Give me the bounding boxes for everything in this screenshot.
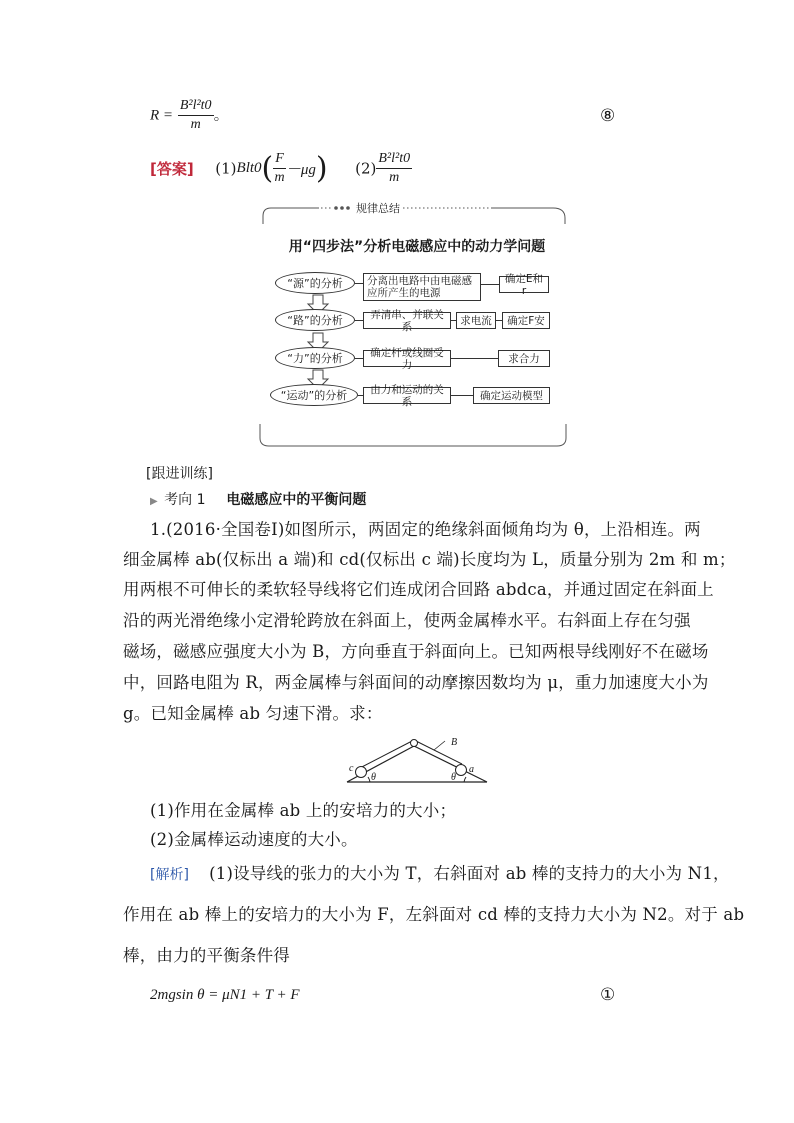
answer-part1-prefix: (1)	[215, 159, 237, 178]
step-circuit-box-3: 确定F安	[502, 312, 550, 329]
analysis-text-1: (1)设导线的张力的大小为 T，右斜面对 ab 棒的支持力的大小为 N1，	[209, 864, 730, 883]
formula-r	[150, 97, 229, 134]
question-1: (1)作用在金属棒 ab 上的安培力的大小；	[150, 801, 457, 820]
formula-r-tail: 。	[213, 105, 229, 124]
formula-r-num: B²l²t0	[178, 97, 214, 116]
problem-line-3: 用两根不可伸长的柔软轻导线将它们连成闭合回路 abdca，并通过固定在斜面上	[123, 580, 714, 599]
step-source-box-2: 确定E和r	[499, 276, 549, 293]
problem-line-5: 磁场，磁感应强度大小为 B，方向垂直于斜面向上。已知两根导线刚好不在磁场	[123, 642, 709, 661]
figure-label-theta-right: θ	[451, 772, 456, 783]
incline-figure	[342, 732, 492, 787]
equation-number-1: ①	[600, 985, 616, 1005]
triangle-icon: ▶	[150, 496, 158, 507]
step-circuit-label: “路”的分析	[275, 309, 355, 331]
step-source-box-1: 分离出电路中由电磁感应所产生的电源	[363, 273, 481, 301]
equation-number-8: ⑧	[600, 106, 616, 126]
answer-part1-fraction	[273, 150, 286, 187]
answer-part2-prefix: (2)	[355, 159, 377, 178]
summary-title: 用“四步法”分析电磁感应中的动力学问题	[288, 239, 546, 255]
topic-label: 考向 1	[164, 492, 206, 508]
question-2: (2)金属棒运动速度的大小。	[150, 830, 358, 849]
step-circuit-box-1: 弄清串、并联关系	[363, 312, 451, 329]
formula-r-den: m	[190, 117, 201, 132]
analysis-label: [解析]	[150, 867, 189, 883]
topic-line	[150, 489, 366, 509]
problem-line-2: 细金属棒 ab(仅标出 a 端)和 cd(仅标出 c 端)长度均为 L，质量分别为 2m 和 m；	[123, 550, 736, 569]
step-motion-box-2: 确定运动模型	[473, 387, 550, 404]
step-source-label: “源”的分析	[275, 272, 355, 294]
summary-tag: 规律总结	[353, 200, 403, 216]
answer-part1-num: F	[273, 150, 286, 169]
step-motion-box-1: 由力和运动的关系	[363, 387, 451, 404]
formula-r-fraction	[178, 97, 214, 134]
answer-part1-den: m	[274, 170, 285, 185]
problem-line-1: 1.(2016·全国卷Ⅰ)如图所示，两固定的绝缘斜面倾角均为 θ，上沿相连。两	[150, 520, 701, 539]
topic-title: 电磁感应中的平衡问题	[226, 492, 367, 508]
problem-line-6: 中，回路电阻为 R，两金属棒与斜面间的动摩擦因数均为 μ，重力加速度大小为	[123, 673, 709, 692]
answer-line: [答案] (1)Blt0( $\frac{F}{m}$ －μg) (2) $\frac{\text{B²l²t0}}{m}$	[150, 151, 411, 186]
problem-line-7: g。已知金属棒 ab 匀速下滑。求：	[123, 704, 383, 723]
training-header: [跟进训练]	[146, 466, 213, 482]
step-circuit-box-2: 求电流	[456, 312, 496, 329]
step-force-box-2: 求合力	[498, 350, 550, 367]
step-force-box-1: 确定杆或线圈受力	[363, 350, 451, 367]
figure-label-b: B	[451, 737, 458, 748]
answer-part2-den: m	[389, 170, 400, 185]
answer-part1-expr: Blt0	[236, 160, 262, 176]
analysis-line-1	[150, 862, 730, 886]
equation-1: 2mgsin θ = μN1 + T + F	[150, 987, 300, 1003]
answer-part1-rest: －μg	[285, 162, 316, 178]
figure-label-c: c	[349, 763, 354, 774]
step-force-label: “力”的分析	[275, 347, 355, 369]
formula-r-lhs: R =	[150, 107, 174, 124]
figure-label-a: a	[469, 764, 474, 775]
problem-line-4: 沿的两光滑绝缘小定滑轮跨放在斜面上，使两金属棒水平。右斜面上存在匀强	[123, 611, 691, 630]
analysis-line-3: 棒，由力的平衡条件得	[123, 946, 290, 965]
flow-arrows	[300, 290, 340, 390]
step-motion-label: “运动”的分析	[270, 384, 358, 406]
answer-part2-num: B²l²t0	[376, 150, 412, 169]
answer-label: [答案]	[150, 160, 194, 178]
figure-label-theta-left: θ	[371, 772, 376, 783]
answer-part2-fraction	[376, 150, 412, 187]
analysis-line-2: 作用在 ab 棒上的安培力的大小为 F，左斜面对 cd 棒的支持力大小为 N2。对于 ab	[123, 905, 745, 924]
